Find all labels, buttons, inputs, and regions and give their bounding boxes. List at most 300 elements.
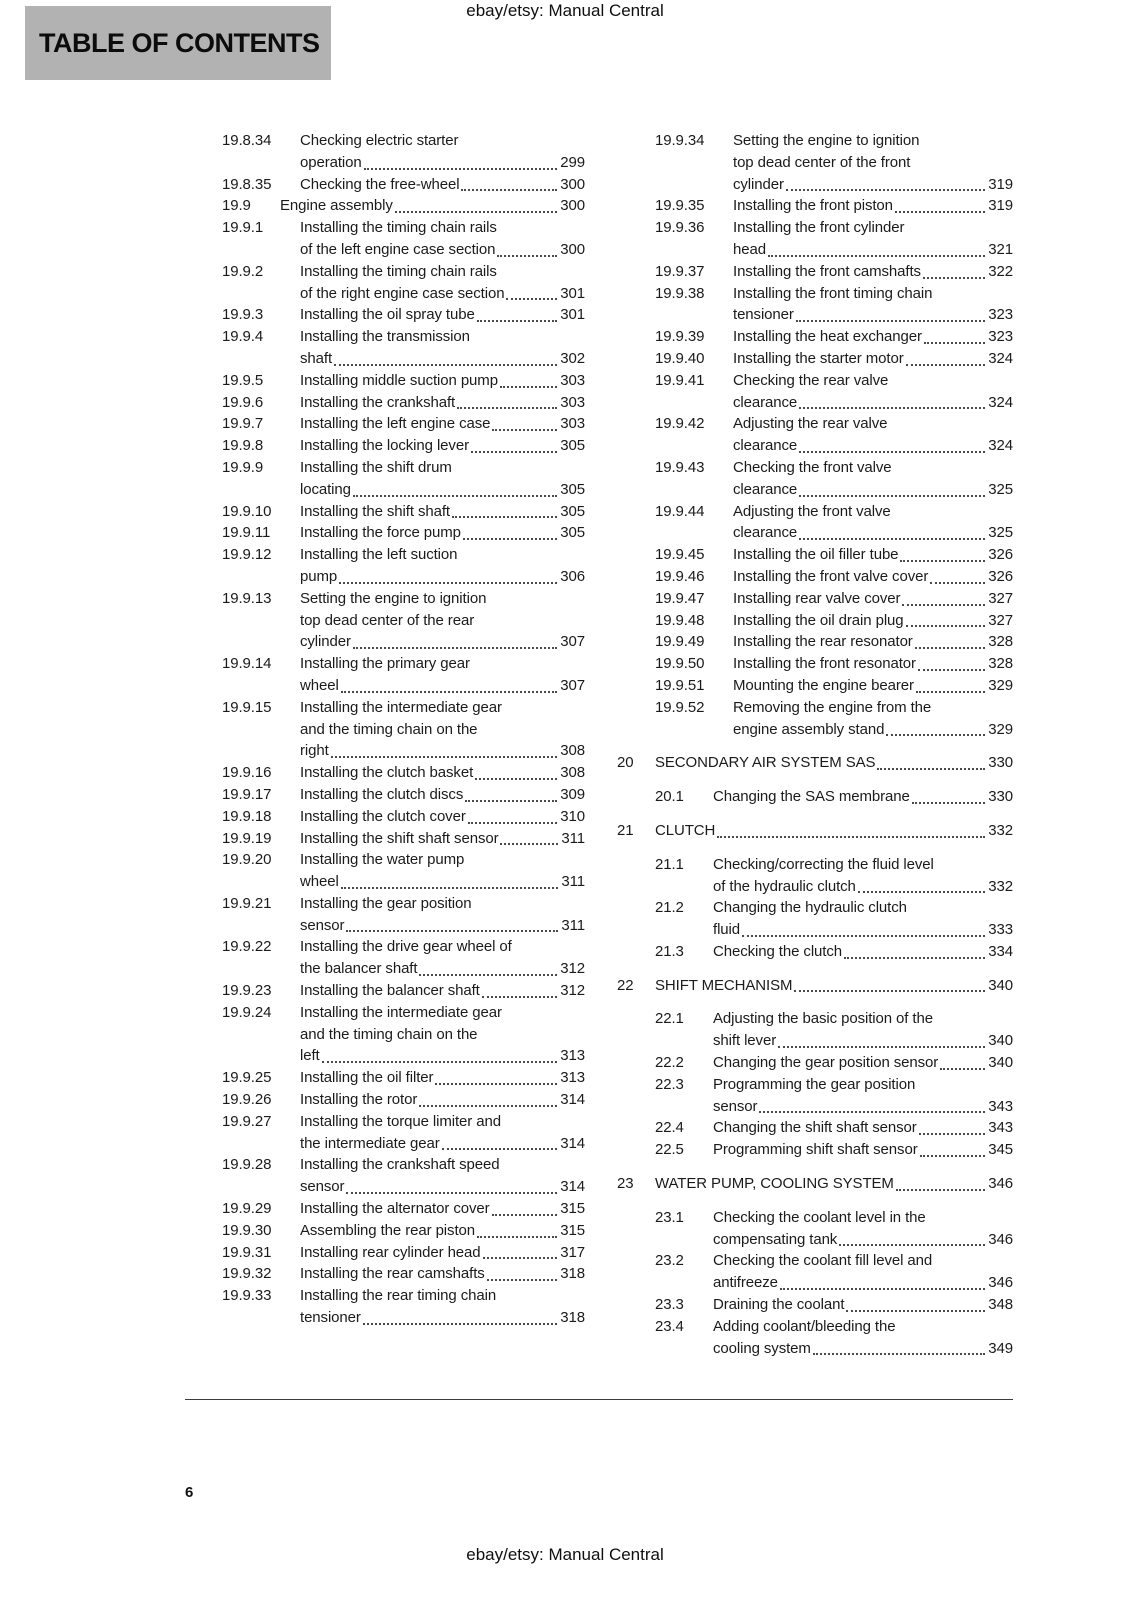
toc-page-ref: 323 xyxy=(988,306,1013,324)
toc-entry-body xyxy=(280,195,585,217)
toc-entry-last-line xyxy=(300,1198,585,1220)
toc-page-ref: 319 xyxy=(988,197,1013,215)
toc-entry xyxy=(655,217,1013,261)
toc-entry-title-line: Checking the front valve xyxy=(733,458,892,476)
toc-entry xyxy=(222,392,585,414)
toc-entry xyxy=(222,522,585,544)
toc-entry-number: 19.9.5 xyxy=(222,371,264,389)
toc-entry-title-line: clearance xyxy=(733,393,798,411)
toc-entry xyxy=(655,348,1013,370)
toc-entry-title-line: compensating tank xyxy=(713,1230,838,1248)
toc-page-ref: 346 xyxy=(988,1274,1013,1292)
toc-entry xyxy=(222,544,585,588)
dot-leader xyxy=(500,828,558,846)
toc-entry-last-line xyxy=(300,152,585,174)
dot-leader xyxy=(331,740,558,758)
dot-leader xyxy=(477,304,558,322)
toc-page-ref: 302 xyxy=(560,349,585,367)
toc-page-ref: 330 xyxy=(988,788,1013,806)
toc-entry-title-line: sensor xyxy=(300,916,345,934)
dot-leader xyxy=(778,1030,985,1048)
toc-entry-number: 23.3 xyxy=(655,1296,684,1314)
toc-entry-title-line: CLUTCH xyxy=(655,821,716,839)
toc-entry xyxy=(655,631,1013,653)
toc-entry-title-line: Changing the gear position sensor xyxy=(713,1054,939,1072)
toc-entry xyxy=(222,828,585,850)
toc-page-ref: 325 xyxy=(988,524,1013,542)
toc-entry xyxy=(655,1117,1013,1139)
toc-entry-body xyxy=(713,897,1013,941)
toc-page-ref: 303 xyxy=(560,393,585,411)
dot-leader xyxy=(717,820,985,838)
toc-entry xyxy=(222,588,585,653)
toc-entry xyxy=(655,1139,1013,1161)
toc-entry-body xyxy=(300,1067,585,1089)
dot-leader xyxy=(364,152,558,170)
toc-entry xyxy=(222,1154,585,1198)
toc-entry-body xyxy=(733,544,1013,566)
toc-entry-title-line: engine assembly stand xyxy=(733,720,885,738)
toc-entry-body xyxy=(733,130,1013,195)
toc-entry-last-line xyxy=(300,348,585,370)
toc-entry-title-line: Installing the clutch basket xyxy=(300,764,474,782)
toc-entry-body xyxy=(733,217,1013,261)
toc-entry-number: 19.9.8 xyxy=(222,437,264,455)
toc-entry xyxy=(222,413,585,435)
toc-page-ref: 329 xyxy=(988,720,1013,738)
dot-leader xyxy=(768,239,985,257)
toc-entry-body xyxy=(300,697,585,762)
toc-page-ref: 340 xyxy=(988,1054,1013,1072)
toc-entry-number: 19.9.37 xyxy=(655,262,705,280)
dot-leader xyxy=(886,719,985,737)
dot-leader xyxy=(916,675,985,693)
toc-entry-title-line: right xyxy=(300,742,329,760)
toc-page-ref: 305 xyxy=(560,524,585,542)
toc-page-ref: 343 xyxy=(988,1119,1013,1137)
toc-entry-title-line: Installing the front timing chain xyxy=(733,284,933,302)
toc-entry-body xyxy=(733,566,1013,588)
toc-page-ref: 311 xyxy=(561,873,585,891)
toc-entry xyxy=(617,820,1013,842)
toc-entry-body xyxy=(300,1198,585,1220)
toc-entry-last-line xyxy=(733,631,1013,653)
dot-leader xyxy=(906,610,986,628)
toc-entry-body xyxy=(300,762,585,784)
toc-entry-number: 21.1 xyxy=(655,855,684,873)
toc-entry-last-line xyxy=(300,1045,585,1067)
toc-entry-body xyxy=(713,854,1013,898)
toc-entry-title-line: Checking the coolant level in the xyxy=(713,1208,926,1226)
page-title: TABLE OF CONTENTS xyxy=(39,27,320,58)
toc-entry-body xyxy=(300,544,585,588)
toc-entry-title-line: cylinder xyxy=(733,175,784,193)
toc-entry-body xyxy=(713,786,1013,808)
toc-entry-last-line xyxy=(300,806,585,828)
toc-entry xyxy=(655,130,1013,195)
toc-entry-body xyxy=(733,348,1013,370)
toc-entry-title-line: Assembling the rear piston xyxy=(300,1221,475,1239)
toc-entry-last-line xyxy=(300,392,585,414)
toc-entry-number: 22.1 xyxy=(655,1010,684,1028)
toc-entry xyxy=(617,752,1013,774)
toc-entry-number: 19.9.33 xyxy=(222,1287,272,1305)
toc-entry-title-line: Installing the intermediate gear xyxy=(300,698,502,716)
toc-entry-title-line: Draining the coolant xyxy=(713,1296,845,1314)
toc-entry xyxy=(222,1089,585,1111)
toc-entry xyxy=(655,1316,1013,1360)
toc-entry-last-line xyxy=(300,1067,585,1089)
toc-entry-number: 19.8.34 xyxy=(222,132,272,149)
toc-entry-body xyxy=(713,1052,1013,1074)
toc-entry xyxy=(222,1067,585,1089)
toc-entry-number: 19.9.50 xyxy=(655,655,705,673)
toc-page-ref: 301 xyxy=(560,284,585,302)
toc-page-ref: 315 xyxy=(560,1221,585,1239)
toc-left-column xyxy=(222,130,585,1329)
dot-leader xyxy=(902,588,985,606)
toc-entry-title-line: Changing the SAS membrane xyxy=(713,788,910,806)
toc-entry-body xyxy=(300,1285,585,1329)
toc-entry-number: 22.3 xyxy=(655,1075,684,1093)
toc-entry xyxy=(222,1220,585,1242)
toc-page-ref: 327 xyxy=(988,611,1013,629)
toc-entry-number: 19.8.35 xyxy=(222,175,272,193)
toc-page-ref: 340 xyxy=(988,976,1013,994)
toc-entry-title-line: Adjusting the rear valve xyxy=(733,415,888,433)
toc-entry-number: 19.9.11 xyxy=(222,524,271,542)
toc-entry xyxy=(655,610,1013,632)
toc-page-ref: 314 xyxy=(560,1091,585,1109)
toc-entry xyxy=(222,653,585,697)
toc-page-ref: 310 xyxy=(560,807,585,825)
toc-entry-number: 19.9.9 xyxy=(222,458,264,476)
toc-entry xyxy=(222,1285,585,1329)
toc-entry-title-line: pump xyxy=(300,567,338,585)
toc-entry-last-line xyxy=(733,304,1013,326)
dot-leader xyxy=(896,1173,985,1191)
toc-entry-body xyxy=(713,1117,1013,1139)
dot-leader xyxy=(465,784,557,802)
dot-leader xyxy=(930,566,985,584)
toc-entry-title-line: Installing the torque limiter and xyxy=(300,1112,501,1130)
toc-entry-last-line xyxy=(713,1294,1013,1316)
dot-leader xyxy=(363,1307,557,1325)
toc-page-ref: 300 xyxy=(560,197,585,215)
toc-page-ref: 308 xyxy=(560,764,585,782)
dot-leader xyxy=(906,348,986,366)
toc-page-ref: 308 xyxy=(560,742,585,760)
toc-entry-last-line xyxy=(733,522,1013,544)
toc-page-ref: 313 xyxy=(560,1069,585,1087)
toc-entry-last-line xyxy=(300,1133,585,1155)
footer-divider-line xyxy=(185,1399,1013,1400)
toc-page-ref: 300 xyxy=(560,240,585,258)
dot-leader xyxy=(482,980,558,998)
dot-leader xyxy=(419,958,557,976)
toc-entry-body xyxy=(300,392,585,414)
toc-entry xyxy=(655,897,1013,941)
toc-entry-last-line xyxy=(300,566,585,588)
toc-entry xyxy=(655,1074,1013,1118)
toc-entry-last-line xyxy=(300,915,585,937)
toc-entry-number: 19.9.7 xyxy=(222,415,264,433)
toc-entry-body xyxy=(300,174,585,196)
toc-entry-title-line: Installing rear cylinder head xyxy=(300,1243,481,1261)
dot-leader xyxy=(461,174,557,192)
toc-entry-body xyxy=(733,326,1013,348)
toc-entry-last-line xyxy=(300,283,585,305)
toc-entry-number: 19.9.16 xyxy=(222,764,272,782)
dot-leader xyxy=(786,174,985,192)
toc-page-ref: 305 xyxy=(560,480,585,498)
dot-leader xyxy=(912,786,985,804)
toc-entry-last-line xyxy=(733,719,1013,741)
toc-page-ref: 312 xyxy=(560,960,585,978)
toc-entry xyxy=(655,544,1013,566)
dot-leader xyxy=(353,479,557,497)
dot-leader xyxy=(487,1263,558,1281)
toc-entry-number: 19.9.22 xyxy=(222,938,272,956)
toc-entry-title-line: Removing the engine from the xyxy=(733,698,932,716)
toc-entry-last-line xyxy=(655,820,1013,842)
toc-entry-body xyxy=(733,457,1013,501)
toc-entry xyxy=(222,1111,585,1155)
toc-entry-last-line xyxy=(300,631,585,653)
toc-entry-title-line: Installing the rear timing chain xyxy=(300,1287,497,1305)
toc-entry-title-line: Checking the rear valve xyxy=(733,371,889,389)
toc-entry-number: 21.2 xyxy=(655,899,684,917)
toc-entry xyxy=(222,457,585,501)
toc-entry-last-line xyxy=(733,348,1013,370)
toc-page-ref: 349 xyxy=(988,1339,1013,1357)
toc-entry xyxy=(655,566,1013,588)
toc-entry-title-line: Installing the intermediate gear xyxy=(300,1003,502,1021)
toc-entry-number: 19.9.45 xyxy=(655,546,705,564)
toc-entry-title-line: antifreeze xyxy=(713,1274,778,1292)
toc-entry-number: 19.9.36 xyxy=(655,219,705,237)
dot-leader xyxy=(920,1139,986,1157)
toc-page-ref: 312 xyxy=(560,982,585,1000)
toc-entry xyxy=(655,261,1013,283)
toc-entry-title-line: locating xyxy=(300,480,351,498)
toc-entry-body xyxy=(713,1294,1013,1316)
toc-entry-body xyxy=(300,370,585,392)
toc-entry-number: 19.9.41 xyxy=(655,371,705,389)
toc-entry-body xyxy=(300,413,585,435)
dot-leader xyxy=(919,1117,986,1135)
toc-page-ref: 324 xyxy=(988,437,1013,455)
toc-entry-title-line: Installing the oil spray tube xyxy=(300,306,475,324)
dot-leader xyxy=(900,544,985,562)
toc-entry-title-line: sensor xyxy=(300,1178,345,1196)
toc-entry-number: 19.9.31 xyxy=(222,1243,272,1261)
toc-entry xyxy=(655,941,1013,963)
toc-entry-title-line: Installing the front cylinder xyxy=(733,219,905,237)
toc-entry-title-line: Adjusting the basic position of the xyxy=(713,1010,933,1028)
toc-page-ref: 307 xyxy=(560,676,585,694)
toc-entry xyxy=(222,697,585,762)
dot-leader xyxy=(492,413,557,431)
toc-page-ref: 301 xyxy=(560,306,585,324)
toc-entry xyxy=(222,849,585,893)
dot-leader xyxy=(940,1052,985,1070)
toc-right-column xyxy=(617,130,1013,1359)
toc-page-ref: 311 xyxy=(561,916,585,934)
toc-entry-title-line: Checking electric starter xyxy=(300,132,459,149)
toc-page-ref: 317 xyxy=(560,1243,585,1261)
dot-leader xyxy=(334,348,557,366)
toc-page-ref: 348 xyxy=(988,1296,1013,1314)
dot-leader xyxy=(500,370,557,388)
toc-entry-body xyxy=(300,326,585,370)
dot-leader xyxy=(877,752,985,770)
toc-page-ref: 334 xyxy=(988,942,1013,960)
dot-leader xyxy=(813,1338,985,1356)
dot-leader xyxy=(483,1242,558,1260)
toc-entry-body xyxy=(713,1074,1013,1118)
toc-entry-last-line xyxy=(300,762,585,784)
toc-entry-body xyxy=(733,588,1013,610)
dot-leader xyxy=(796,304,985,322)
toc-entry-number: 19.9.19 xyxy=(222,829,272,847)
toc-entry-last-line xyxy=(300,980,585,1002)
toc-entry-title-line: wheel xyxy=(300,873,339,891)
dot-leader xyxy=(844,941,985,959)
toc-page-ref: 325 xyxy=(988,480,1013,498)
toc-entry-last-line xyxy=(713,941,1013,963)
toc-entry xyxy=(655,457,1013,501)
toc-entry xyxy=(655,1250,1013,1294)
toc-entry-last-line xyxy=(300,1263,585,1285)
footer-text: ebay/etsy: Manual Central xyxy=(466,1545,664,1564)
toc-entry-number: 22 xyxy=(617,976,634,994)
toc-entry-last-line xyxy=(733,653,1013,675)
toc-entry-body xyxy=(300,1111,585,1155)
header-text: ebay/etsy: Manual Central xyxy=(466,1,664,20)
dot-leader xyxy=(468,806,558,824)
toc-entry-last-line xyxy=(655,975,1013,997)
toc-page-ref: 343 xyxy=(988,1097,1013,1115)
toc-entry-body xyxy=(733,697,1013,741)
toc-page-ref: 321 xyxy=(988,240,1013,258)
toc-entry xyxy=(617,1173,1013,1195)
toc-entry-title-line: Installing the crankshaft xyxy=(300,393,456,411)
toc-entry-last-line xyxy=(300,958,585,980)
toc-entry-title-line: Installing the shift shaft xyxy=(300,502,450,520)
toc-entry-number: 19.9.4 xyxy=(222,328,264,346)
toc-entry-title-line: Checking the clutch xyxy=(713,942,843,960)
toc-entry-title-line: Installing the front resonator xyxy=(733,655,916,673)
dot-leader xyxy=(846,1294,985,1312)
toc-entry xyxy=(655,1008,1013,1052)
toc-entry-title-line: Installing the water pump xyxy=(300,851,465,869)
toc-page-ref: 346 xyxy=(988,1230,1013,1248)
toc-entry-last-line xyxy=(713,1272,1013,1294)
toc-entry xyxy=(655,283,1013,327)
dot-leader xyxy=(915,631,986,649)
toc-entry-title-line: Checking the coolant fill level and xyxy=(713,1252,933,1270)
toc-entry-body xyxy=(713,941,1013,963)
toc-entry-number: 19.9 xyxy=(222,197,251,215)
toc-entry-body xyxy=(300,435,585,457)
toc-entry-title-line: Installing the transmission xyxy=(300,328,470,346)
toc-entry-body xyxy=(733,653,1013,675)
toc-entry xyxy=(655,854,1013,898)
toc-entry-number: 19.9.3 xyxy=(222,306,264,324)
toc-page-ref: 346 xyxy=(988,1175,1013,1193)
toc-entry-body xyxy=(300,130,585,174)
toc-entry-last-line xyxy=(713,1030,1013,1052)
toc-entry-last-line xyxy=(300,174,585,196)
toc-entry-body xyxy=(300,522,585,544)
toc-entry xyxy=(222,936,585,980)
toc-entry-last-line xyxy=(300,1176,585,1198)
toc-entry-body xyxy=(655,752,1013,774)
toc-entry-title-line: wheel xyxy=(300,676,339,694)
toc-entry-title-line: Installing the oil filler tube xyxy=(733,546,899,564)
toc-entry-title-line: clearance xyxy=(733,524,798,542)
toc-entry-number: 19.9.51 xyxy=(655,676,705,694)
toc-entry-number: 19.9.30 xyxy=(222,1221,272,1239)
dot-leader xyxy=(924,326,985,344)
toc-entry-number: 19.9.47 xyxy=(655,589,705,607)
toc-entry-number: 19.9.25 xyxy=(222,1069,272,1087)
toc-entry-body xyxy=(733,261,1013,283)
toc-entry-title-line: Installing the front valve cover xyxy=(733,567,929,585)
toc-entry-title-line: of the hydraulic clutch xyxy=(713,877,856,895)
toc-entry-title-line: SECONDARY AIR SYSTEM SAS xyxy=(655,754,876,772)
toc-entry-body xyxy=(300,784,585,806)
dot-leader xyxy=(799,522,985,540)
dot-leader xyxy=(471,435,557,453)
toc-entry-title-line: Installing the timing chain rails xyxy=(300,262,497,280)
toc-entry-number: 19.9.2 xyxy=(222,262,264,280)
toc-entry xyxy=(222,1242,585,1264)
toc-entry-number: 19.9.35 xyxy=(655,197,705,215)
toc-page-ref: 324 xyxy=(988,349,1013,367)
toc-entry-last-line xyxy=(300,522,585,544)
toc-entry-last-line xyxy=(713,786,1013,808)
toc-entry-last-line xyxy=(300,1307,585,1329)
toc-entry xyxy=(617,975,1013,997)
dot-leader xyxy=(780,1272,985,1290)
dot-leader xyxy=(341,871,559,889)
toc-entry xyxy=(655,501,1013,545)
toc-entry-last-line xyxy=(733,566,1013,588)
toc-entry-last-line xyxy=(280,195,585,217)
toc-entry-number: 19.9.38 xyxy=(655,284,705,302)
toc-entry-last-line xyxy=(733,588,1013,610)
toc-entry-body xyxy=(655,1173,1013,1195)
toc-entry-title-line: Installing the rear camshafts xyxy=(300,1265,485,1283)
toc-entry-title-line: Installing the rear resonator xyxy=(733,633,913,651)
toc-entry-title-line: cylinder xyxy=(300,633,351,651)
toc-page-ref: 319 xyxy=(988,175,1013,193)
dot-leader xyxy=(346,1176,557,1194)
toc-entry-number: 19.9.48 xyxy=(655,611,705,629)
toc-entry-last-line xyxy=(733,195,1013,217)
toc-entry-title-line: Installing rear valve cover xyxy=(733,589,901,607)
toc-entry-last-line xyxy=(300,1242,585,1264)
toc-entry-number: 19.9.6 xyxy=(222,393,264,411)
toc-entry-title-line: Installing the oil filter xyxy=(300,1069,434,1087)
toc-entry xyxy=(655,326,1013,348)
toc-entry-body xyxy=(300,849,585,893)
toc-entry-body xyxy=(655,820,1013,842)
toc-entry xyxy=(222,195,585,217)
toc-entry-last-line xyxy=(713,1096,1013,1118)
